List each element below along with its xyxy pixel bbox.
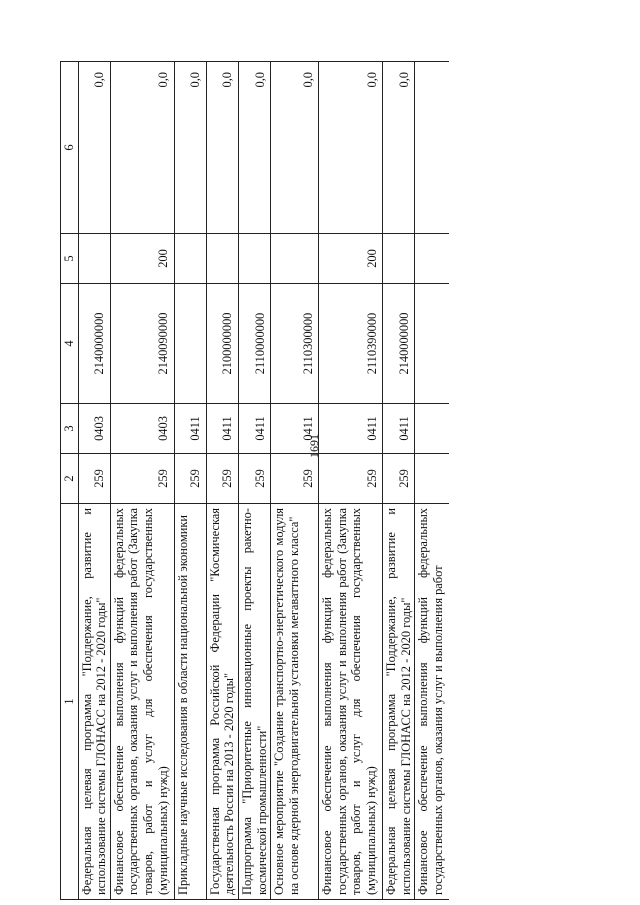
table-row <box>319 62 383 900</box>
row-name: Финансовое обеспечение выполнения функций федеральных государственных органов, оказания услуг и выполнения работ <box>415 504 449 900</box>
row-name: Подпрограмма "Приоритетные инновационные проекты ракетно-космической промышленности" <box>238 504 270 900</box>
row-code-5 <box>206 234 238 284</box>
row-code-5 <box>415 234 449 284</box>
row-code-3 <box>415 404 449 454</box>
row-code-4: 2110000000 <box>238 284 270 404</box>
table-row <box>206 62 238 900</box>
row-value: 0,0 <box>319 62 383 234</box>
row-value: 0,0 <box>110 62 174 234</box>
row-code-4: 2100000000 <box>206 284 238 404</box>
col-header-2: 2 <box>61 454 79 504</box>
col-header-5: 5 <box>61 234 79 284</box>
row-code-2: 259 <box>383 454 415 504</box>
row-code-5 <box>78 234 110 284</box>
row-code-2: 259 <box>238 454 270 504</box>
row-value: 0,0 <box>238 62 270 234</box>
rotated-page <box>60 62 570 900</box>
row-name: Прикладные научные исследования в области национальной экономики <box>174 504 206 900</box>
row-code-2: 259 <box>78 454 110 504</box>
row-code-2: 259 <box>271 454 319 504</box>
row-code-5 <box>238 234 270 284</box>
row-code-3: 0411 <box>383 404 415 454</box>
row-code-3: 0411 <box>319 404 383 454</box>
table-row <box>238 62 270 900</box>
table-row <box>110 62 174 900</box>
page-number: 1691 <box>307 434 321 458</box>
row-name: Финансовое обеспечение выполнения функций федеральных государственных органов, оказания услуг и выполнения работ (Закупка товаров, работ и услуг для обеспечения государственных (муниципальных) нужд) <box>110 504 174 900</box>
row-code-2: 259 <box>174 454 206 504</box>
col-header-6: 6 <box>61 62 79 234</box>
row-value: 0,0 <box>206 62 238 234</box>
col-header-4: 4 <box>61 284 79 404</box>
row-code-2: 259 <box>319 454 383 504</box>
row-value: 0,0 <box>174 62 206 234</box>
row-code-4 <box>174 284 206 404</box>
row-value: 0,0 <box>78 62 110 234</box>
table-row <box>174 62 206 900</box>
row-code-2 <box>415 454 449 504</box>
row-code-4: 2140090000 <box>110 284 174 404</box>
row-code-4: 2140000000 <box>78 284 110 404</box>
col-header-1: 1 <box>61 504 79 900</box>
row-value: 0,0 <box>383 62 415 234</box>
table-row <box>271 62 319 900</box>
row-name: Основное мероприятие "Создание транспортно-энергетического модуля на основе ядерной энергодвигательной установки мегаваттного класса" <box>271 504 319 900</box>
row-code-4 <box>415 284 449 404</box>
row-code-5 <box>174 234 206 284</box>
row-code-3: 0403 <box>110 404 174 454</box>
table-row <box>383 62 415 900</box>
row-code-3: 0403 <box>78 404 110 454</box>
row-value <box>415 62 449 234</box>
row-code-3: 0411 <box>271 404 319 454</box>
row-code-3: 0411 <box>174 404 206 454</box>
row-name: Финансовое обеспечение выполнения функций федеральных государственных органов, оказания услуг и выполнения работ (Закупка товаров, работ и услуг для обеспечения государственных (муниципальных) нужд) <box>319 504 383 900</box>
row-code-2: 259 <box>206 454 238 504</box>
row-code-5: 200 <box>110 234 174 284</box>
col-header-3: 3 <box>61 404 79 454</box>
budget-table <box>60 61 449 900</box>
table-row <box>78 62 110 900</box>
table-row <box>415 62 449 900</box>
row-code-3: 0411 <box>238 404 270 454</box>
row-name: Государственная программа Российской Федерации "Космическая деятельность России на 2013 - 2020 годы" <box>206 504 238 900</box>
row-code-2: 259 <box>110 454 174 504</box>
row-code-3: 0411 <box>206 404 238 454</box>
row-code-4: 2110300000 <box>271 284 319 404</box>
row-value: 0,0 <box>271 62 319 234</box>
row-code-5 <box>383 234 415 284</box>
row-code-5 <box>271 234 319 284</box>
header-row <box>61 62 79 900</box>
row-name: Федеральная целевая программа "Поддержание, развитие и использование системы ГЛОНАСС на 2012 - 2020 годы" <box>78 504 110 900</box>
row-code-4: 2110390000 <box>319 284 383 404</box>
row-code-5: 200 <box>319 234 383 284</box>
row-code-4: 2140000000 <box>383 284 415 404</box>
row-name: Федеральная целевая программа "Поддержание, развитие и использование системы ГЛОНАСС на 2012 - 2020 годы" <box>383 504 415 900</box>
